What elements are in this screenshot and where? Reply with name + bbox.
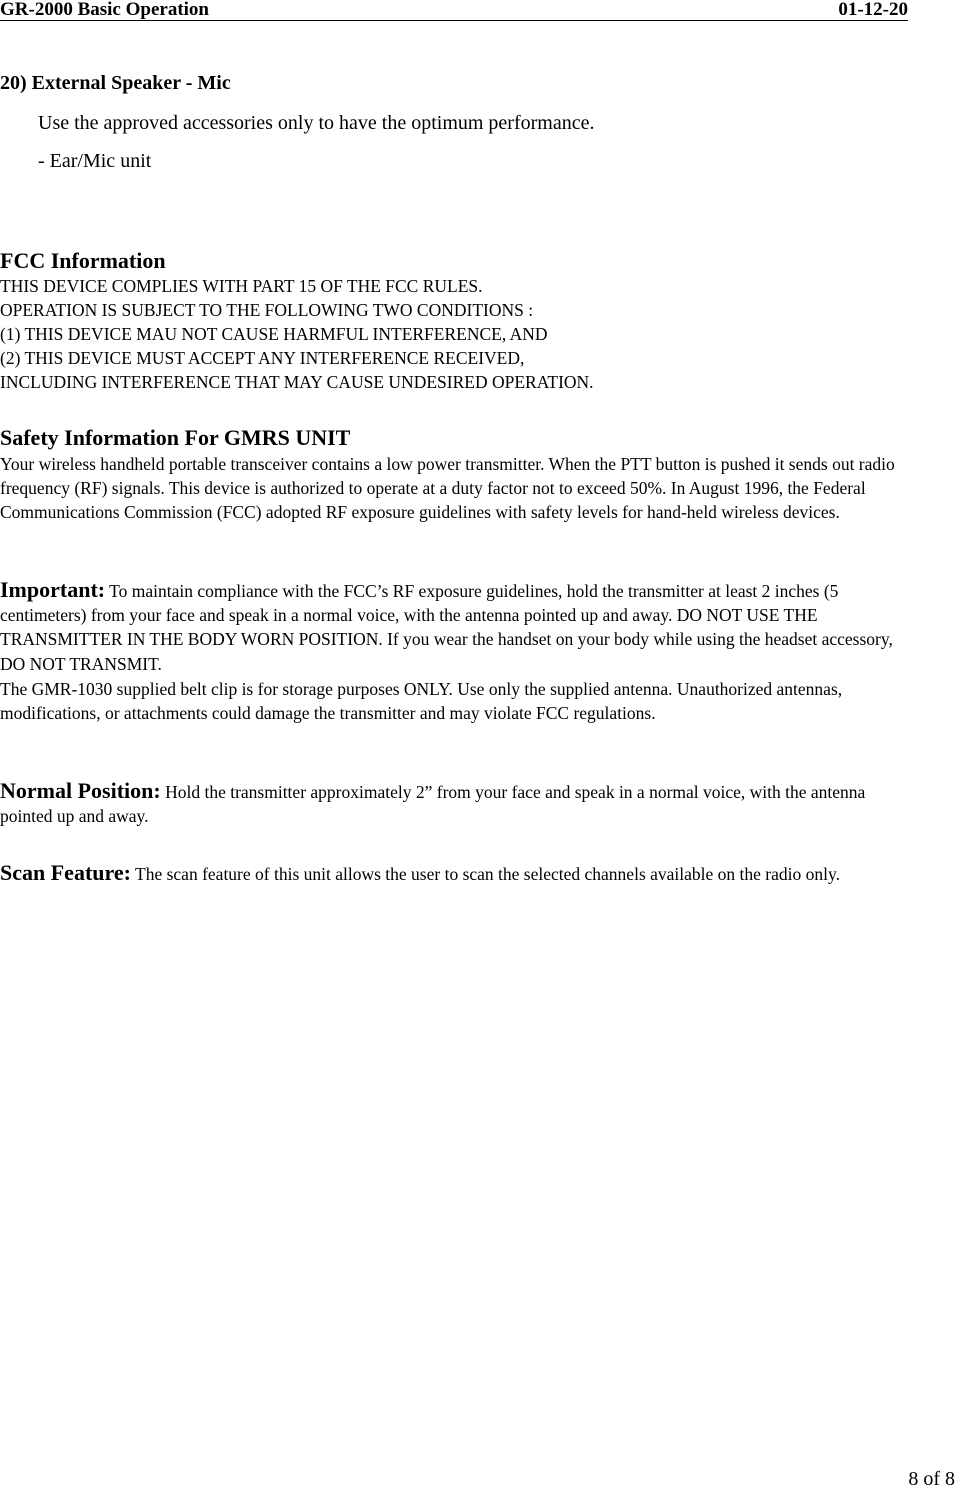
scan-feature-body: The scan feature of this unit allows the user to scan the selected channels available on the radio only. xyxy=(130,864,840,884)
section-20-heading: 20) External Speaker - Mic xyxy=(0,72,231,94)
important-paragraph xyxy=(0,578,905,676)
safety-heading: Safety Information For GMRS UNIT xyxy=(0,425,351,450)
important-body-2: The GMR-1030 supplied belt clip is for storage purposes ONLY. Use only the supplied antenna. Unauthorized antennas, modifications, or attachments could damage the transmitter and may violate FCC regulations. xyxy=(0,679,843,724)
normal-position-paragraph xyxy=(0,779,905,828)
fcc-line-4: (2) THIS DEVICE MUST ACCEPT ANY INTERFERENCE RECEIVED, xyxy=(0,348,525,368)
fcc-line-3: (1) THIS DEVICE MAU NOT CAUSE HARMFUL INTERFERENCE, AND xyxy=(0,324,548,344)
important-body: To maintain compliance with the FCC’s RF exposure guidelines, hold the transmitter at least 2 inches (5 centimeters) from your face and speak in a normal voice, with the antenna pointed up and away. DO NOT USE THE TRANSMITTER IN THE BODY WORN POSITION. If you wear the handset on your body while using the headset accessory, DO NOT TRANSMIT. xyxy=(0,581,893,674)
normal-position-body: Hold the transmitter approximately 2” from your face and speak in a normal voice, with the antenna pointed up and away. xyxy=(0,782,866,827)
fcc-heading: FCC Information xyxy=(0,248,166,273)
scan-feature-label: Scan Feature: xyxy=(0,860,131,885)
header-title: GR-2000 Basic Operation xyxy=(0,0,209,20)
scan-feature-paragraph xyxy=(0,861,905,886)
fcc-line-2: OPERATION IS SUBJECT TO THE FOLLOWING TWO CONDITIONS : xyxy=(0,300,534,320)
important-label: Important: xyxy=(0,577,106,602)
safety-body: Your wireless handheld portable transceiver contains a low power transmitter. When the PTT button is pushed it sends out radio frequency (RF) signals. This device is authorized to operate at a duty factor not to exceed 50%. In August 1996, the Federal Communications Commission (FCC) adopted RF exposure guidelines with safety levels for hand-held wireless devices. xyxy=(0,454,895,523)
header-date: 01-12-20 xyxy=(838,0,908,20)
section-20-line2: - Ear/Mic unit xyxy=(38,150,152,172)
page-number: 8 of 8 xyxy=(908,1468,955,1490)
fcc-line-1: THIS DEVICE COMPLIES WITH PART 15 OF THE FCC RULES. xyxy=(0,276,483,296)
normal-position-label: Normal Position: xyxy=(0,778,161,803)
page-header xyxy=(0,0,908,21)
section-20-line1: Use the approved accessories only to have the optimum performance. xyxy=(38,112,595,134)
fcc-line-5: INCLUDING INTERFERENCE THAT MAY CAUSE UNDESIRED OPERATION. xyxy=(0,372,594,392)
